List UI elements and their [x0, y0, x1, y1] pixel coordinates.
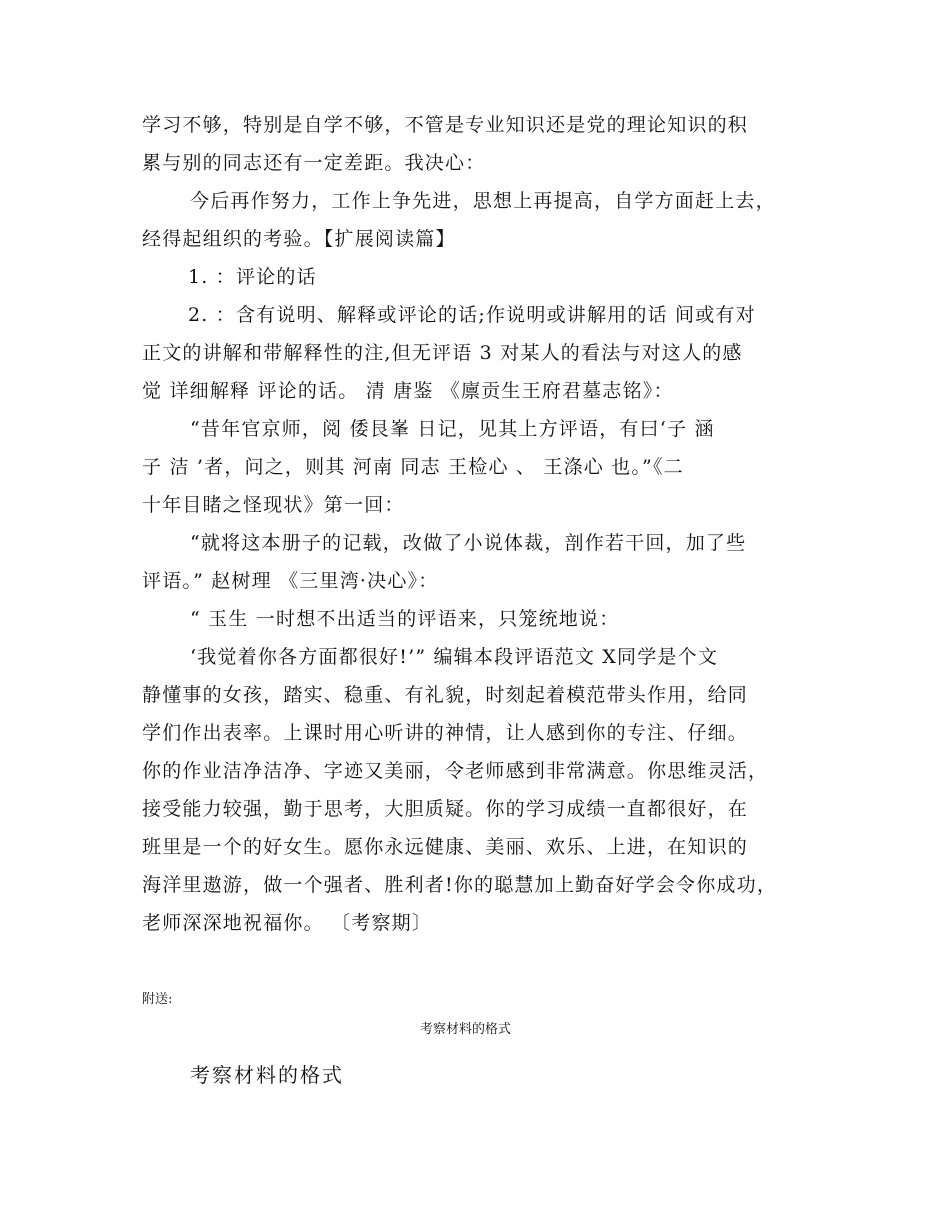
body-line: 学习不够，特别是自学不够，不管是专业知识还是党的理论知识的积 [142, 114, 749, 136]
body-line: ‘我觉着你各方面都很好!’” 编辑本段评语范文 X同学是个文 [190, 646, 719, 668]
body-line: 今后再作努力，工作上争先进，思想上再提高，自学方面赶上去， [190, 190, 776, 212]
body-line: 子 洁 ’者，问之，则其 河南 同志 王检心 、 王涤心 也。”《二 [142, 456, 684, 478]
body-line: 经得起组织的考验。【扩展阅读篇】 [142, 228, 456, 250]
body-line: 十年目睹之怪现状》第一回： [142, 494, 405, 516]
appendix-title: 考察材料的格式 [420, 1022, 512, 1037]
list-item: 2. ：含有说明、解释或评论的话;作说明或讲解用的话 间或有对 [188, 304, 756, 326]
body-line: 累与别的同志还有一定差距。我决心： [142, 152, 486, 174]
body-line: 你的作业洁净洁净、字迹又美丽，令老师感到非常满意。你思维灵活， [142, 760, 769, 782]
body-line: 学们作出表率。上课时用心听讲的神情，让人感到你的专注、仔细。 [142, 722, 749, 744]
body-line: 觉 详细解释 评论的话。 清 唐鉴 《廪贡生王府君墓志铭》： [142, 380, 674, 402]
body-line: “就将这本册子的记载，改做了小说体裁，剖作若干回，加了些 [190, 532, 747, 554]
body-line: 班里是一个的好女生。愿你永远健康、美丽、欢乐、上进，在知识的 [142, 836, 749, 858]
body-line: 正文的讲解和带解释性的注,但无评语 3 对某人的看法与对这人的感 [142, 342, 743, 364]
body-line: 接受能力较强，勤于思考，大胆质疑。你的学习成绩一直都很好，在 [142, 798, 749, 820]
body-line: 海洋里遨游，做一个强者、胜利者!你的聪慧加上勤奋好学会令你成功， [142, 874, 778, 896]
body-line: “ 玉生 一时想不出适当的评语来，只笼统地说： [190, 608, 620, 630]
body-line: 老师深深地祝福你。 〔考察期〕 [142, 912, 433, 934]
body-line: “昔年官京师，阅 倭艮峯 日记，见其上方评语，有曰‘子 涵 [190, 418, 715, 440]
list-item: 1. ：评论的话 [188, 266, 317, 288]
body-line: 评语。” 赵树理 《三里湾·决心》： [142, 570, 439, 592]
body-line: 静懂事的女孩，踏实、稳重、有礼貌，时刻起着模范带头作用，给同 [142, 684, 749, 706]
appendix-heading: 考察材料的格式 [190, 1063, 344, 1087]
appendix-label: 附送: [142, 992, 173, 1007]
